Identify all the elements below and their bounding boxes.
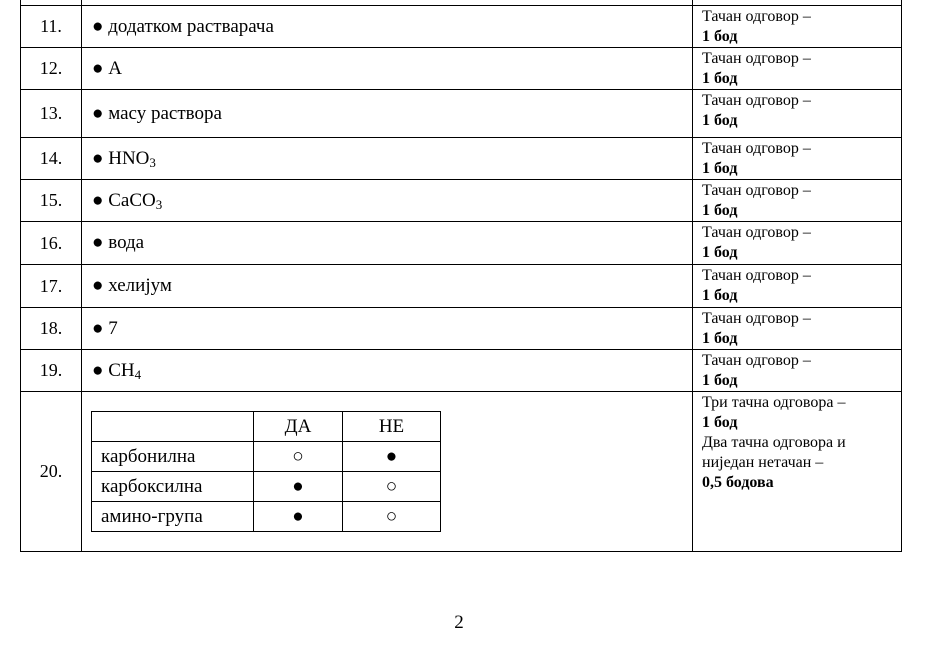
answer-key-table bbox=[20, 0, 902, 552]
points-cell bbox=[693, 392, 902, 552]
table-row bbox=[21, 138, 902, 180]
table-row bbox=[21, 6, 902, 48]
table-row bbox=[21, 180, 902, 222]
points-label: Тачан одговор – bbox=[702, 310, 811, 327]
points-value: 1 бод bbox=[702, 287, 738, 304]
points-value: 1 бод bbox=[702, 28, 738, 45]
points-value: 1 бод bbox=[702, 202, 738, 219]
yes-no-row bbox=[92, 442, 441, 472]
answer-cell bbox=[82, 6, 693, 48]
group-label: карбоксилна bbox=[92, 472, 254, 502]
points-cell bbox=[693, 90, 902, 138]
points-cell bbox=[693, 6, 902, 48]
answer-text: ● вода bbox=[92, 232, 145, 253]
answer-cell bbox=[82, 265, 693, 308]
yes-mark: ● bbox=[254, 472, 343, 502]
table-row bbox=[21, 48, 902, 90]
points-label: Тачан одговор – bbox=[702, 224, 811, 241]
question-number: 14. bbox=[21, 138, 82, 180]
points-cell bbox=[693, 48, 902, 90]
answer-cell bbox=[82, 48, 693, 90]
answer-cell bbox=[82, 392, 693, 552]
yes-no-table bbox=[91, 411, 441, 532]
points-cell bbox=[693, 308, 902, 350]
answer-cell bbox=[82, 350, 693, 392]
answer-text: ● А bbox=[92, 57, 122, 79]
table-row bbox=[21, 265, 902, 308]
answer-cell bbox=[82, 138, 693, 180]
points-value: 1 бод bbox=[702, 244, 738, 261]
question-number: 17. bbox=[21, 265, 82, 308]
points-cell bbox=[693, 265, 902, 308]
question-number: 16. bbox=[21, 222, 82, 265]
points-value: 1 бод bbox=[702, 160, 738, 177]
points-label: Тачан одговор – bbox=[702, 182, 811, 199]
points-cell bbox=[693, 350, 902, 392]
points-label: Тачан одговор – bbox=[702, 8, 811, 25]
question-number: 15. bbox=[21, 180, 82, 222]
points-label: Тачан одговор – bbox=[702, 92, 811, 109]
question-number: 20. bbox=[21, 392, 82, 552]
question-number: 18. bbox=[21, 308, 82, 350]
no-header: НЕ bbox=[343, 412, 441, 442]
no-mark: ○ bbox=[343, 472, 441, 502]
answer-text: ● CaCO bbox=[92, 189, 156, 211]
answer-text: ● додатком растварача bbox=[92, 15, 274, 37]
no-mark: ● bbox=[343, 442, 441, 472]
page-number: 2 bbox=[454, 612, 464, 633]
table-row bbox=[21, 308, 902, 350]
subscript: 4 bbox=[134, 366, 142, 382]
yes-header: ДА bbox=[254, 412, 343, 442]
table-row bbox=[21, 222, 902, 265]
points-value: 1 бод bbox=[702, 112, 738, 129]
points-cell bbox=[693, 138, 902, 180]
points-value: 1 бод bbox=[702, 70, 738, 87]
question-number: 11. bbox=[21, 6, 82, 48]
points-value: 1 бод bbox=[702, 414, 738, 431]
table-row bbox=[21, 90, 902, 138]
answer-cell bbox=[82, 180, 693, 222]
answer-cell bbox=[82, 90, 693, 138]
points-label: Три тачна одговора – bbox=[702, 394, 846, 411]
table-row-20 bbox=[21, 392, 902, 552]
points-value: 1 бод bbox=[702, 330, 738, 347]
no-mark: ○ bbox=[343, 502, 441, 532]
answer-cell bbox=[82, 222, 693, 265]
answer-text: ● хелијум bbox=[92, 275, 172, 296]
yes-no-row bbox=[92, 502, 441, 532]
answer-text: ● HNO bbox=[92, 147, 150, 169]
subscript: 3 bbox=[155, 196, 163, 212]
yes-no-header-row bbox=[92, 412, 441, 442]
points-label: ниједан нетачан – bbox=[702, 454, 824, 471]
points-label: Тачан одговор – bbox=[702, 50, 811, 67]
group-label: карбонилна bbox=[92, 442, 254, 472]
points-label: Тачан одговор – bbox=[702, 267, 811, 284]
answer-text: ● CH bbox=[92, 359, 135, 381]
answer-text: ● 7 bbox=[92, 317, 118, 339]
answer-cell bbox=[82, 308, 693, 350]
question-number: 12. bbox=[21, 48, 82, 90]
points-label: Два тачна одговора и bbox=[702, 434, 846, 451]
yes-mark: ● bbox=[254, 502, 343, 532]
points-cell bbox=[693, 222, 902, 265]
points-value: 1 бод bbox=[702, 372, 738, 389]
group-label: амино-група bbox=[92, 502, 254, 532]
question-number: 13. bbox=[21, 90, 82, 138]
yes-no-header-blank bbox=[92, 412, 254, 442]
subscript: 3 bbox=[149, 154, 156, 170]
table-row bbox=[21, 350, 902, 392]
yes-mark: ○ bbox=[254, 442, 343, 472]
yes-no-row bbox=[92, 472, 441, 502]
points-cell bbox=[693, 180, 902, 222]
points-label: Тачан одговор – bbox=[702, 352, 811, 369]
question-number: 19. bbox=[21, 350, 82, 392]
points-value: 0,5 бодова bbox=[702, 474, 774, 491]
answer-text: ● масу раствора bbox=[92, 102, 222, 124]
points-label: Тачан одговор – bbox=[702, 140, 811, 157]
